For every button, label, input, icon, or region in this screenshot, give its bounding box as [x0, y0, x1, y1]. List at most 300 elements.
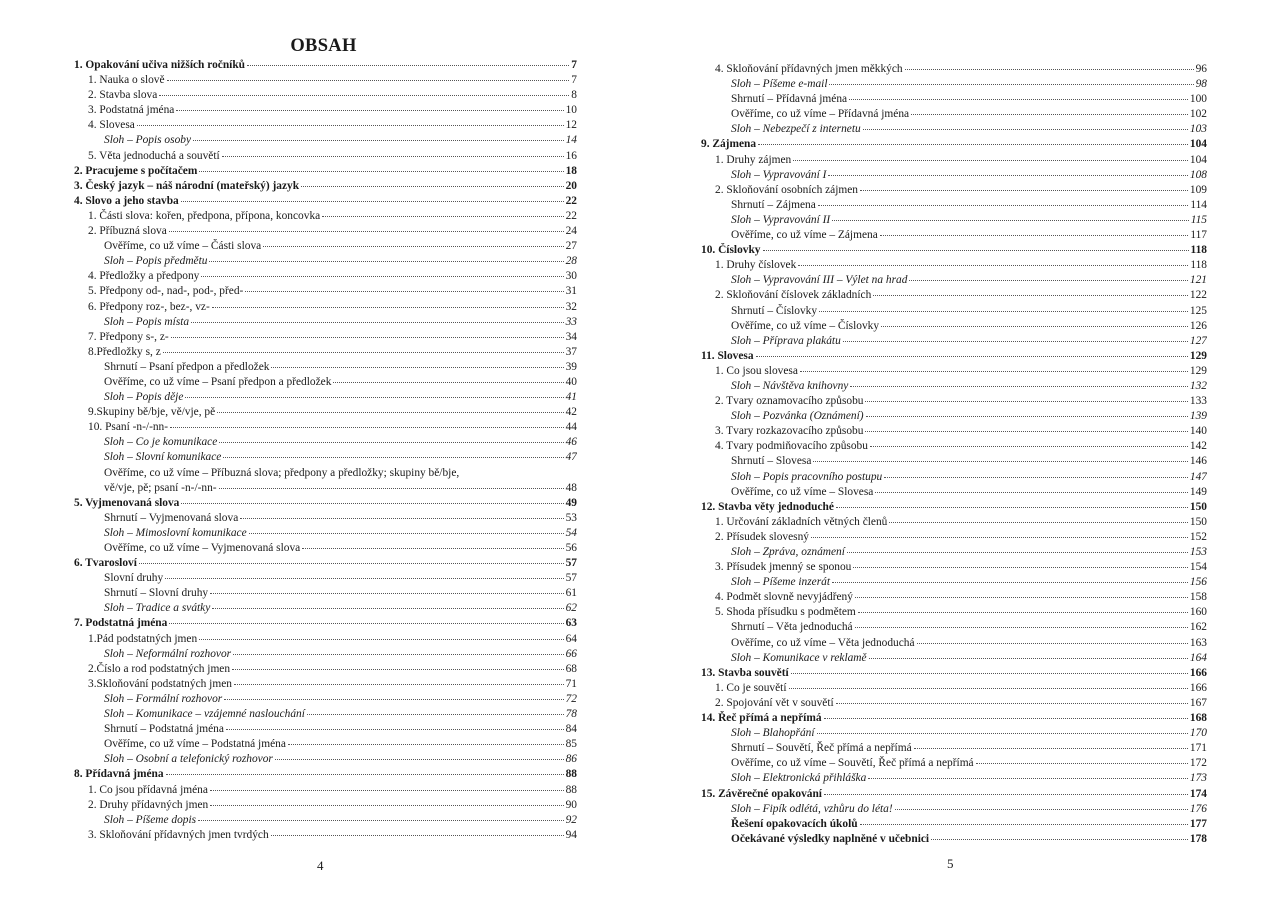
toc-section	[70, 405, 577, 420]
toc-entry-page: 64	[565, 632, 577, 645]
toc-entry-page: 140	[1189, 425, 1207, 438]
toc-chapter	[70, 616, 577, 631]
toc-entry-title: Shrnutí – Vyjmenovaná slova	[104, 511, 239, 524]
toc-entry-title: 5. Věta jednoduchá a souvětí	[88, 149, 220, 162]
toc-entry-page: 166	[1189, 666, 1207, 679]
toc-entry-page: 22	[565, 194, 577, 207]
toc-section	[70, 300, 577, 315]
dot-leader	[869, 658, 1188, 659]
toc-entry-title: Shrnutí – Číslovky	[731, 304, 818, 317]
toc-entry-page: 98	[1195, 78, 1207, 91]
dot-leader	[166, 774, 564, 775]
toc-entry-page: 125	[1189, 304, 1207, 317]
toc-entry-page: 20	[565, 179, 577, 192]
toc-entry-title: 2. Přísudek slovesný	[715, 530, 809, 543]
toc-sloh-entry	[697, 273, 1207, 288]
toc-section	[70, 284, 577, 299]
toc-entry-title: 4. Podmět slovně nevyjádřený	[715, 591, 853, 604]
toc-entry-title: Shrnutí – Podstatná jména	[104, 723, 224, 736]
toc-sloh-entry	[70, 390, 577, 405]
toc-subsection	[697, 741, 1207, 756]
toc-section	[70, 209, 577, 224]
dot-leader	[245, 291, 563, 292]
dot-leader	[868, 778, 1188, 779]
toc-entry-page: 100	[1189, 93, 1207, 106]
toc-section	[70, 828, 577, 843]
toc-entry-title: 1. Určování základních větných členů	[715, 515, 888, 528]
toc-entry-title: Ověříme, co už víme – Souvětí, Řeč přímá a nepřímá	[731, 757, 974, 770]
toc-entry-page: 150	[1189, 500, 1207, 513]
toc-chapter	[697, 243, 1207, 258]
toc-entry-page: 147	[1189, 470, 1207, 483]
toc-section	[697, 560, 1207, 575]
toc-entry-page: 133	[1189, 395, 1207, 408]
toc-entry-page: 118	[1190, 244, 1207, 257]
toc-sloh-entry	[697, 168, 1207, 183]
dot-leader	[824, 794, 1188, 795]
toc-entry-title: 6. Tvarosloví	[74, 557, 137, 570]
toc-sloh-entry	[697, 470, 1207, 485]
toc-entry-page: 18	[565, 164, 577, 177]
dot-leader	[819, 311, 1188, 312]
toc-sloh-entry	[697, 726, 1207, 741]
toc-entry-title: Shrnutí – Přídavná jména	[731, 93, 848, 106]
toc-entry-page: 66	[565, 647, 577, 660]
toc-entry-page: 178	[1189, 832, 1207, 845]
toc-entry-title: Ověříme, co už víme – Zájmena	[731, 229, 878, 242]
toc-chapter	[697, 500, 1207, 515]
toc-sloh-entry	[70, 692, 577, 707]
dot-leader	[165, 578, 563, 579]
dot-leader	[223, 457, 563, 458]
toc-subsection	[70, 541, 577, 556]
toc-entry-page: 57	[565, 557, 577, 570]
dot-leader	[976, 763, 1188, 764]
toc-sloh-entry	[697, 802, 1207, 817]
toc-entry-page: 127	[1189, 334, 1207, 347]
toc-entry-page: 71	[565, 677, 577, 690]
dot-leader	[219, 442, 563, 443]
toc-chapter	[70, 194, 577, 209]
toc-entry-title: 4. Tvary podmiňovacího způsobu	[715, 440, 868, 453]
dot-leader	[873, 295, 1188, 296]
toc-entry-page: 104	[1189, 153, 1207, 166]
dot-leader	[850, 386, 1188, 387]
dot-leader	[895, 809, 1188, 810]
dot-leader	[247, 65, 569, 66]
toc-entry-title: Shrnutí – Věta jednoduchá	[731, 621, 853, 634]
dot-leader	[865, 431, 1187, 432]
toc-entry-page: 129	[1189, 364, 1207, 377]
toc-entry-page: 150	[1189, 515, 1207, 528]
toc-entry-page: 139	[1189, 410, 1207, 423]
toc-entry-page: 63	[565, 617, 577, 630]
toc-entry-page: 86	[565, 753, 577, 766]
toc-section	[70, 330, 577, 345]
toc-entry-title: 2. Příbuzná slova	[88, 225, 167, 238]
toc-entry-title: 2. Spojování vět v souvětí	[715, 696, 834, 709]
dot-leader	[858, 612, 1188, 613]
toc-chapter	[697, 349, 1207, 364]
toc-entry-title: Řešení opakovacích úkolů	[731, 817, 858, 830]
toc-entry-page: 171	[1189, 742, 1207, 755]
toc-entry-page: 32	[565, 300, 577, 313]
toc-entry-title: Ověříme, co už víme – Vyjmenovaná slova	[104, 542, 301, 554]
dot-leader	[909, 280, 1187, 281]
dot-leader	[817, 733, 1188, 734]
toc-entry-title: 10. Číslovky	[701, 244, 761, 257]
toc-section	[697, 62, 1207, 77]
dot-leader	[212, 608, 563, 609]
dot-leader	[234, 684, 564, 685]
toc-chapter	[70, 496, 577, 511]
dot-leader	[249, 533, 564, 534]
toc-subsection	[697, 756, 1207, 771]
toc-chapter	[70, 767, 577, 782]
dot-leader	[905, 69, 1194, 70]
toc-entry-title: 1. Co je souvětí	[715, 681, 787, 694]
toc-sloh-entry	[697, 545, 1207, 560]
toc-sloh-entry	[697, 334, 1207, 349]
toc-entry-page: 118	[1190, 259, 1207, 272]
dot-leader	[271, 367, 563, 368]
toc-entry-title: Sloh – Popis děje	[104, 391, 184, 404]
toc-entry-page: 22	[565, 209, 577, 222]
toc-subsection	[697, 304, 1207, 319]
dot-leader	[789, 688, 1188, 689]
toc-section	[697, 394, 1207, 409]
toc-entry-page: 34	[565, 330, 577, 343]
toc-entry-page: 117	[1190, 229, 1207, 242]
dot-leader	[860, 824, 1188, 825]
toc-entry-page: 37	[565, 345, 577, 358]
toc-entry-page: 109	[1189, 183, 1207, 196]
dot-leader	[847, 552, 1188, 553]
dot-leader	[201, 276, 563, 277]
dot-leader	[889, 522, 1188, 523]
toc-entry-title: Sloh – Vypravování II	[731, 213, 831, 226]
toc-subsection	[70, 722, 577, 737]
toc-chapter	[70, 164, 577, 179]
toc-entry-title: 1. Co jsou slovesa	[715, 364, 798, 377]
dot-leader	[193, 140, 564, 141]
toc-entry-title: Sloh – Co je komunikace	[104, 436, 218, 449]
toc-entry-title: Slovní druhy	[104, 572, 164, 585]
toc-entry-title: 11. Slovesa	[701, 349, 754, 362]
toc-sloh-entry	[70, 526, 577, 541]
toc-entry-page: 146	[1189, 455, 1207, 468]
toc-chapter	[70, 556, 577, 571]
dot-leader	[263, 246, 563, 247]
toc-entry-title: 9. Zájmena	[701, 138, 757, 151]
toc-entry-page: 102	[1189, 108, 1207, 121]
toc-entry-page: 94	[565, 828, 577, 841]
dot-leader	[217, 412, 563, 413]
toc-entry-page: 84	[565, 723, 577, 736]
toc-entry-page: 10	[565, 104, 577, 117]
toc-entry-title: Sloh – Osobní a telefonický rozhovor	[104, 753, 273, 766]
toc-entry-title: 6. Předpony roz-, bez-, vz-	[88, 300, 210, 313]
dot-leader	[307, 714, 564, 715]
dot-leader	[798, 265, 1188, 266]
toc-entry-title: Sloh – Popis předmětu	[104, 255, 208, 268]
toc-entry-page: 154	[1189, 561, 1207, 574]
toc-entry-title: Sloh – Zpráva, oznámení	[731, 546, 845, 558]
dot-leader	[836, 507, 1188, 508]
toc-sloh-entry	[70, 647, 577, 662]
toc-entry-page: 174	[1189, 787, 1207, 800]
toc-section	[697, 364, 1207, 379]
toc-entry-page: 153	[1189, 546, 1207, 558]
dot-leader	[863, 129, 1188, 130]
toc-sloh-entry	[70, 254, 577, 269]
toc-entry-page: 156	[1189, 576, 1207, 589]
toc-entry-title: 1. Nauka o slově	[88, 74, 165, 87]
toc-section	[697, 258, 1207, 273]
toc-entry-title: 4. Slovo a jeho stavba	[74, 194, 179, 207]
toc-entry-title: 2. Stavba slova	[88, 89, 158, 102]
toc-entry-page: 162	[1189, 621, 1207, 634]
dot-leader	[914, 748, 1188, 749]
toc-entry-title: 1. Opakování učiva nižších ročníků	[74, 59, 246, 71]
toc-entry-page: 92	[565, 813, 577, 826]
toc-chapter	[697, 787, 1207, 802]
toc-section	[697, 605, 1207, 620]
dot-leader	[763, 250, 1189, 251]
dot-leader	[170, 427, 564, 428]
toc-entry-title: Sloh – Komunikace v reklamě	[731, 651, 867, 664]
toc-entry-page: 158	[1189, 591, 1207, 604]
toc-section	[70, 345, 577, 360]
toc-chapter	[697, 666, 1207, 681]
toc-entry-title: 2. Skloňování osobních zájmen	[715, 183, 858, 196]
toc-entry-page: 132	[1189, 379, 1207, 392]
dot-leader	[917, 643, 1188, 644]
toc-entry-title: Sloh – Vypravování III – Výlet na hrad	[731, 274, 908, 287]
dot-leader	[181, 503, 563, 504]
toc-entry-title: Sloh – Elektronická přihláška	[731, 772, 867, 785]
toc-entry-page: 42	[565, 406, 577, 419]
toc-entry-page: 115	[1190, 213, 1207, 226]
toc-entry-page: 54	[565, 526, 577, 539]
toc-sloh-entry	[697, 409, 1207, 424]
toc-entry-title: 3.Skloňování podstatných jmen	[88, 677, 232, 690]
dot-leader	[171, 337, 564, 338]
toc-entry-page: 172	[1189, 757, 1207, 770]
toc-sloh-entry	[70, 450, 577, 465]
toc-entry-title: 3. Tvary rozkazovacího způsobu	[715, 425, 864, 438]
toc-entry-page: 56	[565, 542, 577, 554]
toc-sloh-entry	[697, 379, 1207, 394]
dot-leader	[301, 186, 564, 187]
dot-leader	[271, 835, 564, 836]
dot-leader	[167, 80, 570, 81]
toc-entry-page: 121	[1189, 274, 1207, 287]
toc-section	[697, 183, 1207, 198]
toc-subsection	[70, 375, 577, 390]
dot-leader	[855, 627, 1188, 628]
toc-section	[70, 224, 577, 239]
dot-leader	[199, 171, 563, 172]
toc-section	[70, 783, 577, 798]
dot-leader	[210, 790, 564, 791]
toc-entry-page: 33	[565, 315, 577, 328]
dot-leader	[181, 201, 564, 202]
dot-leader	[159, 95, 569, 96]
toc-entry-page: 16	[565, 149, 577, 162]
toc-entry-page: 108	[1189, 168, 1207, 181]
toc-entry-title: 2. Druhy přídavných jmen	[88, 798, 209, 811]
dot-leader	[832, 582, 1188, 583]
toc-entry-title: Očekávané výsledky naplněné v učebnici	[731, 832, 930, 845]
toc-entry-page: 8	[571, 89, 577, 102]
dot-leader	[224, 699, 563, 700]
dot-leader	[824, 718, 1188, 719]
toc-sloh-entry	[697, 77, 1207, 92]
toc-entry-title: 4. Předložky a předpony	[88, 270, 200, 283]
dot-leader	[884, 477, 1188, 478]
dot-leader	[219, 488, 564, 489]
toc-entry-page: 44	[565, 421, 577, 434]
toc-entry-page: 168	[1189, 712, 1207, 725]
dot-leader	[222, 156, 564, 157]
dot-leader	[853, 567, 1188, 568]
toc-entry-page: 90	[565, 798, 577, 811]
toc-entry-title: Sloh – Popis pracovního postupu	[731, 470, 883, 483]
toc-entry-title: 1. Druhy číslovek	[715, 259, 797, 272]
toc-subsection	[697, 198, 1207, 213]
toc-entry-page: 7	[571, 74, 577, 87]
toc-section	[70, 118, 577, 133]
toc-entry-title: Shrnutí – Psaní předpon a předložek	[104, 360, 270, 373]
page-number-left: 4	[317, 858, 324, 873]
toc-entry-title: Sloh – Komunikace – vzájemné naslouchání	[104, 708, 305, 721]
toc-subsection	[697, 485, 1207, 500]
toc-entry-title: 8. Přídavná jména	[74, 768, 164, 781]
dot-leader	[818, 205, 1189, 206]
toc-entry-title: Sloh – Formální rozhovor	[104, 692, 223, 705]
toc-list-right	[697, 62, 1207, 847]
dot-leader	[233, 654, 564, 655]
toc-entry-page: 53	[565, 511, 577, 524]
toc-entry-page: 40	[565, 375, 577, 388]
toc-entry-title: 8.Předložky s, z	[88, 345, 161, 358]
toc-section	[70, 269, 577, 284]
toc-entry-page: 57	[565, 572, 577, 585]
toc-section	[70, 677, 577, 692]
dot-leader	[793, 160, 1188, 161]
dot-leader	[302, 548, 563, 549]
toc-sloh-entry	[697, 771, 1207, 786]
toc-entry-title: 15. Závěrečné opakování	[701, 787, 822, 800]
dot-leader	[333, 382, 563, 383]
toc-entry-title: 1. Co jsou přídavná jména	[88, 783, 208, 796]
toc-chapter	[70, 58, 577, 73]
toc-chapter	[697, 711, 1207, 726]
dot-leader	[240, 518, 563, 519]
toc-section	[697, 153, 1207, 168]
toc-entry-title: 3. Skloňování přídavných jmen tvrdých	[88, 828, 269, 841]
toc-section	[70, 798, 577, 813]
dot-leader	[758, 144, 1188, 145]
toc-section	[70, 662, 577, 677]
dot-leader	[191, 322, 563, 323]
toc-entry-page: 88	[565, 768, 577, 781]
toc-entry-page: 122	[1189, 289, 1207, 302]
toc-subsection	[697, 636, 1207, 651]
dot-leader	[843, 341, 1188, 342]
toc-entry-page: 78	[565, 708, 577, 721]
toc-entry-page: 14	[565, 134, 577, 147]
dot-leader	[800, 371, 1188, 372]
toc-entry-title: Ověříme, co už víme – Podstatná jména	[104, 738, 286, 751]
toc-entry-title: 4. Slovesa	[88, 119, 135, 132]
toc-entry-title: 13. Stavba souvětí	[701, 666, 789, 679]
toc-section	[697, 696, 1207, 711]
dot-leader	[169, 623, 563, 624]
dot-leader	[931, 839, 1188, 840]
toc-entry-title: 1.Pád podstatných jmen	[88, 632, 198, 645]
toc-sloh-entry	[697, 122, 1207, 137]
toc-entry-title: 2. Tvary oznamovacího způsobu	[715, 395, 864, 408]
toc-entry-page: 48	[565, 481, 577, 494]
dot-leader	[849, 99, 1188, 100]
toc-entry-page: 7	[571, 59, 577, 71]
toc-entry-title: 2. Skloňování číslovek základních	[715, 289, 872, 302]
toc-entry-title: Sloh – Blahopřání	[731, 727, 815, 740]
toc-section	[697, 424, 1207, 439]
toc-entry-page: 126	[1189, 319, 1207, 332]
toc-entry-title: 5. Vyjmenovaná slova	[74, 496, 180, 509]
toc-entry-title: Sloh – Příprava plakátu	[731, 334, 841, 347]
dot-leader	[322, 216, 563, 217]
dot-leader	[828, 175, 1187, 176]
dot-leader	[169, 231, 564, 232]
dot-leader	[756, 356, 1188, 357]
toc-entry-title: Sloh – Píšeme inzerát	[731, 576, 831, 589]
toc-entry-title: Ověříme, co už víme – Přídavná jména	[731, 108, 910, 121]
toc-entry-title: Sloh – Popis místa	[104, 315, 190, 328]
toc-entry-title: Sloh – Návštěva knihovny	[731, 379, 849, 392]
toc-entry-title: 2.Číslo a rod podstatných jmen	[88, 662, 231, 675]
toc-subsection	[70, 466, 577, 481]
toc-entry-page: 47	[565, 451, 577, 464]
toc-entry-title: 10. Psaní -n-/-nn-	[88, 421, 169, 434]
dot-leader	[212, 307, 564, 308]
dot-leader	[791, 673, 1188, 674]
toc-subsection	[697, 92, 1207, 107]
toc-section	[70, 149, 577, 164]
toc-entry-title: Ověříme, co už víme – Příbuzná slova; předpony a předložky; skupiny bě/bje,	[104, 466, 460, 479]
toc-entry-title: Sloh – Píšeme dopis	[104, 813, 197, 826]
toc-sloh-entry	[70, 601, 577, 616]
dot-leader	[811, 537, 1188, 538]
toc-entry-page: 28	[565, 255, 577, 268]
toc-entry-page: 30	[565, 270, 577, 283]
toc-section	[697, 439, 1207, 454]
page-number-right: 5	[947, 856, 954, 871]
toc-entry-page: 46	[565, 436, 577, 449]
toc-sloh-entry	[697, 213, 1207, 228]
toc-entry-page: 96	[1195, 63, 1207, 75]
toc-entry-title: Sloh – Popis osoby	[104, 134, 192, 147]
toc-section	[697, 681, 1207, 696]
toc-sloh-entry	[70, 752, 577, 767]
toc-entry-page: 39	[565, 360, 577, 373]
dot-leader	[870, 446, 1188, 447]
toc-entry-title: 5. Shoda přísudku s podmětem	[715, 606, 856, 619]
toc-entry-title: Sloh – Neformální rozhovor	[104, 647, 232, 660]
